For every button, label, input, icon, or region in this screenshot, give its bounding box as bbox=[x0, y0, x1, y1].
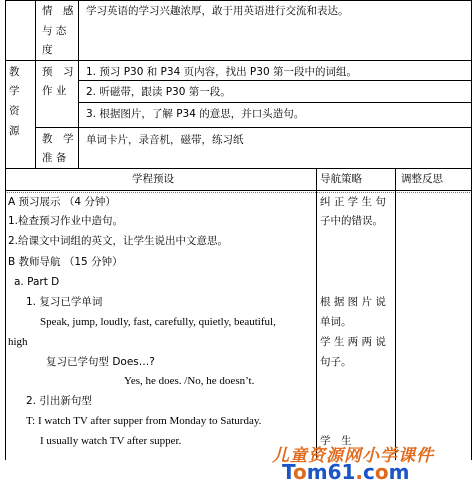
attitude-label-2: 与 态 bbox=[42, 25, 67, 37]
prep-text: 单词卡片，录音机，磁带，练习纸 bbox=[86, 134, 244, 146]
watermark-logo-o1: o bbox=[293, 460, 307, 484]
prep-label-2: 准 备 bbox=[42, 152, 67, 164]
resources-label-3: 资 bbox=[9, 105, 20, 117]
header-strategy: 导航策略 bbox=[320, 173, 362, 185]
attitude-text: 学习英语的学习兴趣浓厚，敢于用英语进行交流和表达。 bbox=[86, 5, 349, 17]
border-top bbox=[5, 0, 472, 1]
attitude-label-3: 度 bbox=[42, 44, 53, 56]
strategy-line-6: 句子。 bbox=[320, 356, 352, 368]
watermark-logo-m61: m61 bbox=[306, 460, 356, 484]
preview-label-2: 作 业 bbox=[42, 85, 67, 97]
watermark-logo-t: T bbox=[282, 460, 293, 484]
strategy-line-7: 学 生 bbox=[320, 435, 352, 447]
watermark-logo-dot: . bbox=[355, 460, 364, 484]
plan-line-2: 2.给课文中词组的英文，让学生说出中文意思。 bbox=[8, 235, 229, 247]
border-left bbox=[5, 0, 6, 460]
plan-line-t1: T: I watch TV after supper from Monday to Saturday. bbox=[26, 415, 262, 427]
resources-label-4: 源 bbox=[9, 125, 20, 137]
divider-header-bottom bbox=[5, 190, 472, 191]
col-resources-right bbox=[35, 0, 36, 168]
col-strategy-left bbox=[316, 168, 317, 460]
plan-line-review-words: 1. 复习已学单词 bbox=[26, 296, 103, 308]
strategy-line-4: 单词。 bbox=[320, 316, 352, 328]
watermark-logo bbox=[282, 460, 409, 484]
strategy-line-1: 纠 正 学 生 句 bbox=[320, 196, 386, 208]
watermark-logo-m: m bbox=[388, 460, 410, 484]
header-plan: 学程预设 bbox=[132, 173, 174, 185]
divider-resources-top bbox=[5, 60, 472, 61]
divider-header-dashed bbox=[5, 192, 472, 193]
resources-label-1: 教 bbox=[9, 66, 20, 78]
attitude-label-1: 情 感 bbox=[42, 5, 74, 17]
resources-label-2: 学 bbox=[9, 85, 20, 97]
watermark-logo-o2: o bbox=[374, 460, 389, 484]
plan-line-partd: a. Part D bbox=[14, 276, 60, 288]
plan-line-1: 1.检查预习作业中造句。 bbox=[8, 215, 124, 227]
divider-preview-1 bbox=[78, 80, 472, 81]
plan-line-new-pattern: 2. 引出新句型 bbox=[26, 395, 92, 407]
divider-preview-2 bbox=[78, 102, 472, 103]
plan-line-a: A 预习展示 （4 分钟） bbox=[8, 196, 116, 208]
header-reflection: 调整反思 bbox=[401, 173, 443, 185]
divider-header-top bbox=[5, 168, 472, 169]
col-strategy-right bbox=[395, 168, 396, 460]
plan-line-review-pattern: 复习已学句型 Does…? bbox=[46, 356, 155, 368]
plan-line-b: B 教师导航 （15 分钟） bbox=[8, 256, 123, 268]
plan-line-words: Speak, jump, loudly, fast, carefully, quietly, beautiful, bbox=[40, 316, 276, 328]
preview-label-1: 预 习 bbox=[42, 66, 74, 78]
strategy-line-3: 根 据 图 片 说 bbox=[320, 296, 386, 308]
strategy-line-5: 学 生 两 两 说 bbox=[320, 336, 386, 348]
border-right bbox=[471, 0, 472, 460]
preview-item-1: 1. 预习 P30 和 P34 页内容，找出 P30 第一段中的词组。 bbox=[86, 66, 357, 78]
divider-prep-top bbox=[35, 127, 472, 128]
strategy-line-2: 子中的错误。 bbox=[320, 215, 383, 227]
preview-item-2: 2. 听磁带，跟读 P30 第一段。 bbox=[86, 86, 231, 98]
prep-label-1: 教 学 bbox=[42, 133, 74, 145]
col-label-right bbox=[78, 0, 79, 168]
plan-line-answer: Yes, he does. /No, he doesn’t. bbox=[124, 375, 255, 387]
watermark-logo-c: c bbox=[363, 460, 375, 484]
plan-line-high: high bbox=[8, 336, 28, 348]
preview-item-3: 3. 根据图片，了解 P34 的意思，并口头造句。 bbox=[86, 108, 305, 120]
plan-line-t2: I usually watch TV after supper. bbox=[40, 435, 182, 447]
watermark-title: 儿童资源网小学课件 bbox=[272, 446, 434, 466]
